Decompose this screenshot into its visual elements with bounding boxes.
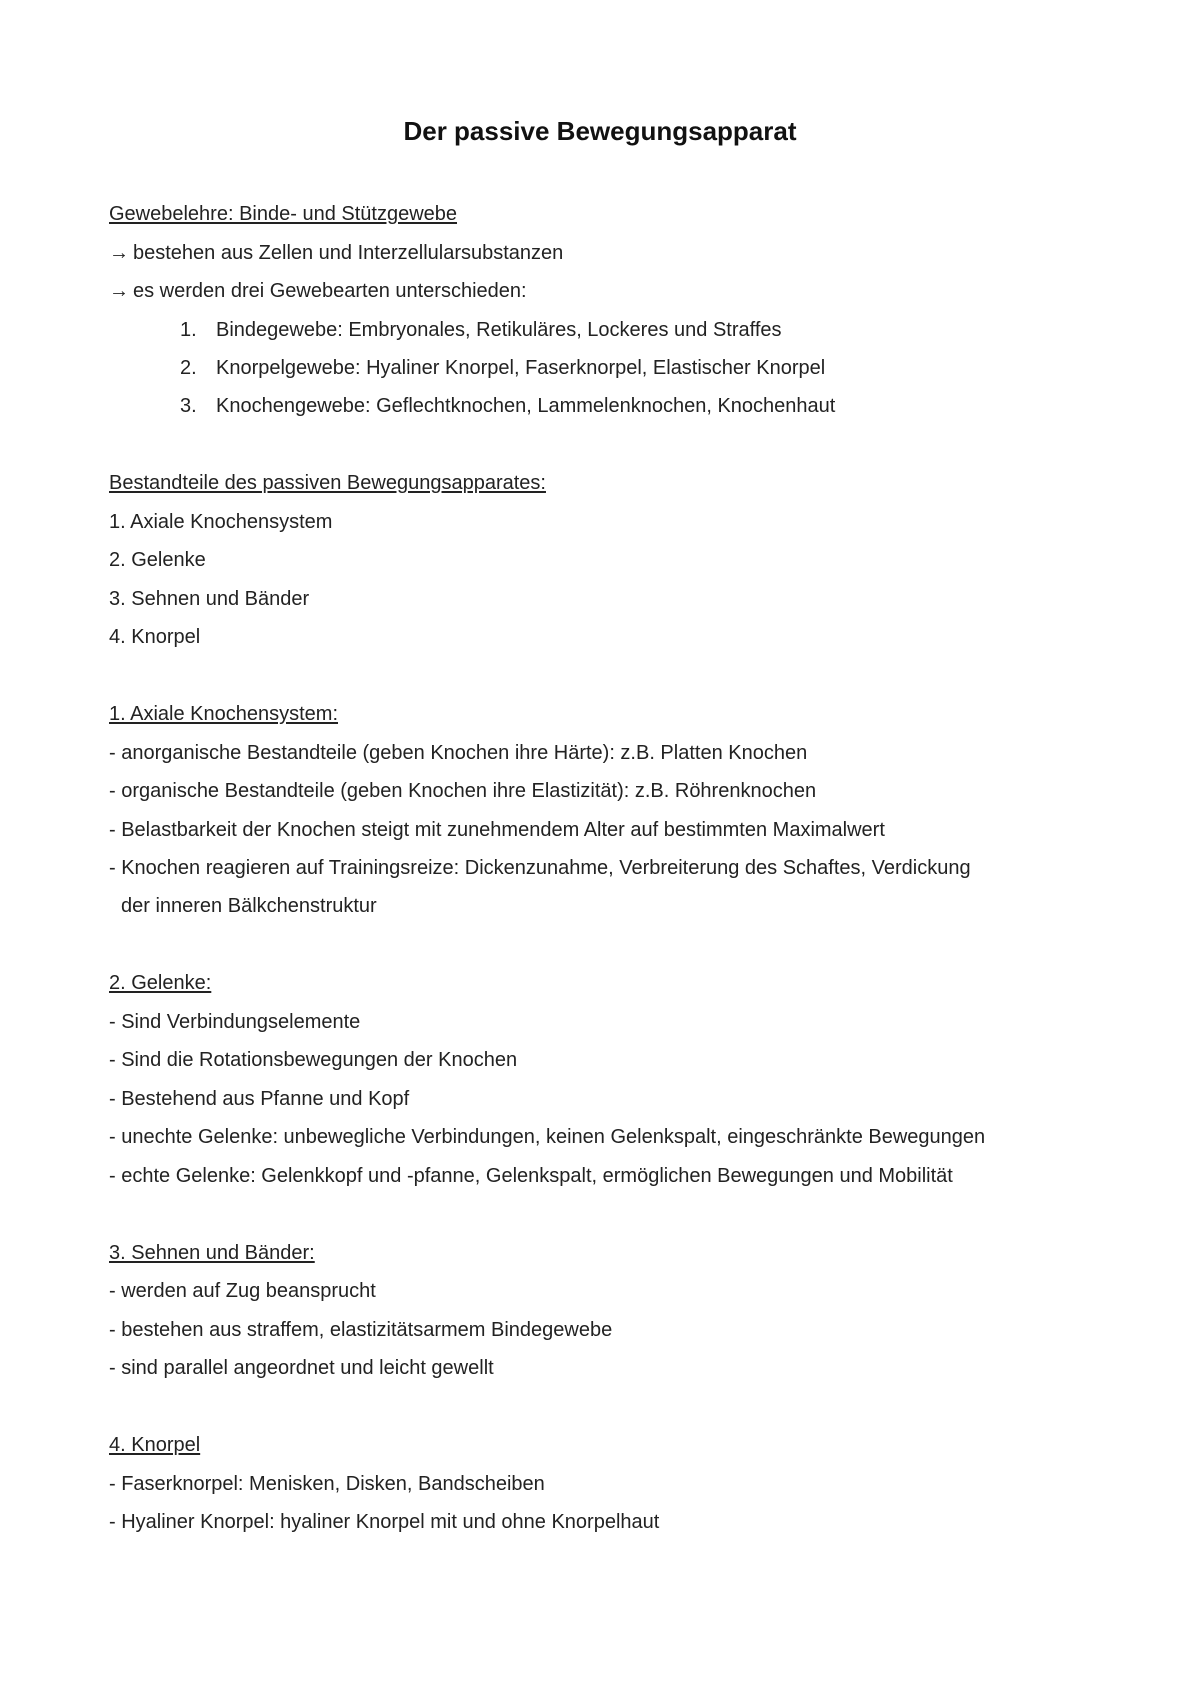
arrow-icon: → xyxy=(109,242,129,264)
bullet-line: - echte Gelenke: Gelenkkopf und -pfanne, Gelenkspalt, ermöglichen Bewegungen und Mobilität xyxy=(109,1165,953,1187)
list-item-number: 3. xyxy=(180,395,197,417)
bullet-continuation: der inneren Bälkchenstruktur xyxy=(121,895,377,917)
list-item xyxy=(180,317,782,343)
section-heading-gewebelehre: Gewebelehre: Binde- und Stützgewebe xyxy=(109,203,458,225)
list-item: 3. Sehnen und Bänder xyxy=(109,588,310,610)
bullet-line: - organische Bestandteile (geben Knochen ihre Elastizität): z.B. Röhrenknochen xyxy=(109,780,817,802)
section-heading-gelenke: 2. Gelenke: xyxy=(109,972,212,994)
bullet-line: - Knochen reagieren auf Trainingsreize: Dickenzunahme, Verbreiterung des Schaftes, Verdickung xyxy=(109,857,971,879)
section-heading-knorpel: 4. Knorpel xyxy=(109,1434,201,1456)
list-item: 4. Knorpel xyxy=(109,626,201,648)
bullet-line: - Bestehend aus Pfanne und Kopf xyxy=(109,1088,410,1110)
list-item-text: Knorpelgewebe: Hyaliner Knorpel, Faserknorpel, Elastischer Knorpel xyxy=(216,357,826,379)
list-item-number: 2. xyxy=(180,357,197,379)
section-heading-knochensystem: 1. Axiale Knochensystem: xyxy=(109,703,339,725)
list-item: 1. Axiale Knochensystem xyxy=(109,511,333,533)
list-item-text: Knochengewebe: Geflechtknochen, Lammelenknochen, Knochenhaut xyxy=(216,395,836,417)
bullet-line: - Sind die Rotationsbewegungen der Knochen xyxy=(109,1049,518,1071)
arrow-line-text: bestehen aus Zellen und Interzellularsubstanzen xyxy=(133,242,564,264)
list-item-text: Bindegewebe: Embryonales, Retikuläres, Lockeres und Straffes xyxy=(216,319,782,341)
bullet-line: - anorganische Bestandteile (geben Knochen ihre Härte): z.B. Platten Knochen xyxy=(109,742,808,764)
bullet-line: - Hyaliner Knorpel: hyaliner Knorpel mit und ohne Knorpelhaut xyxy=(109,1511,660,1533)
bullet-line: - Belastbarkeit der Knochen steigt mit zunehmendem Alter auf bestimmten Maximalwert xyxy=(109,819,885,841)
arrow-line xyxy=(109,240,563,266)
bullet-line: - werden auf Zug beansprucht xyxy=(109,1280,376,1302)
bullet-line: - bestehen aus straffem, elastizitätsarmem Bindegewebe xyxy=(109,1319,613,1341)
list-item xyxy=(180,393,835,419)
list-item xyxy=(180,355,825,381)
bullet-line: - Sind Verbindungselemente xyxy=(109,1011,361,1033)
page-title: Der passive Bewegungsapparat xyxy=(403,116,797,146)
arrow-line xyxy=(109,278,527,304)
list-item: 2. Gelenke xyxy=(109,549,206,571)
bullet-line: - unechte Gelenke: unbewegliche Verbindungen, keinen Gelenkspalt, eingeschränkte Bewegungen xyxy=(109,1126,986,1148)
section-heading-sehnen: 3. Sehnen und Bänder: xyxy=(109,1242,315,1264)
bullet-line: - Faserknorpel: Menisken, Disken, Bandscheiben xyxy=(109,1473,545,1495)
arrow-icon: → xyxy=(109,280,129,302)
arrow-line-text: es werden drei Gewebearten unterschieden: xyxy=(133,280,527,302)
list-item-number: 1. xyxy=(180,319,197,341)
section-heading-bestandteile: Bestandteile des passiven Bewegungsapparates: xyxy=(109,472,546,494)
bullet-line: - sind parallel angeordnet und leicht gewellt xyxy=(109,1357,494,1379)
